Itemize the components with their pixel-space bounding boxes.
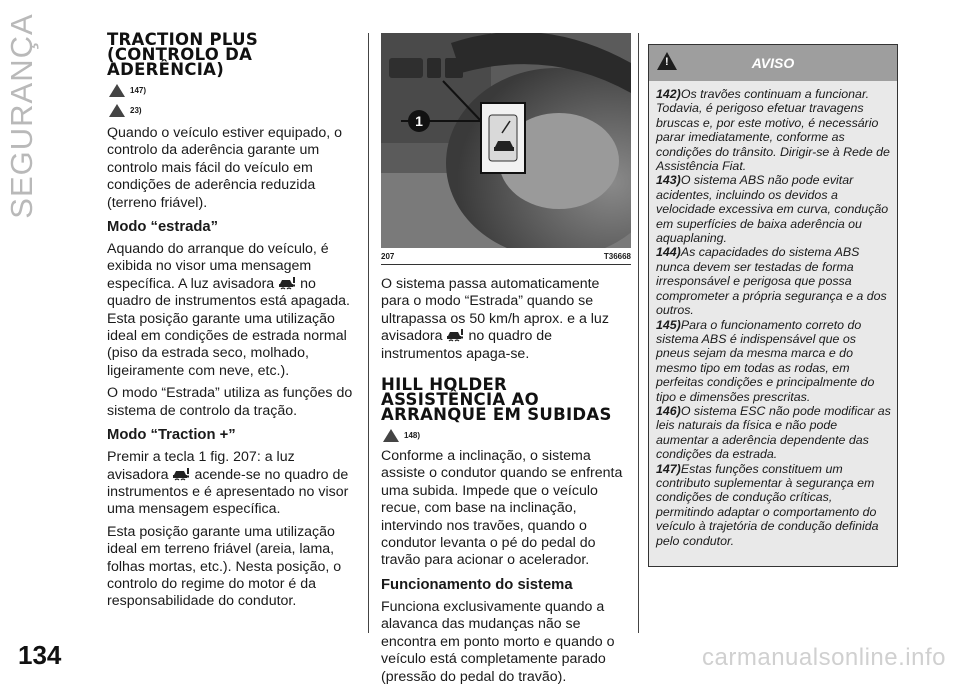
warning-item: 146)O sistema ESC não pode modificar as leis naturais da física e não pode aumentar a aderência dependente das condições da estrada. [656, 403, 891, 462]
traction-warning-light-icon [278, 276, 296, 290]
estrada-paragraph-2: O modo “Estrada” utiliza as funções do sistema de controlo da tração. [107, 385, 353, 419]
section-title-hill-holder: HILL HOLDER ASSISTÊNCIA AO ARRANQUE EM SUBIDAS [381, 375, 612, 425]
warning-box-title: AVISO [751, 55, 795, 71]
figure-code: T36668 [603, 252, 631, 261]
warning-triangle-icon: ! [657, 52, 677, 70]
column-divider-1 [368, 33, 369, 633]
warning-item: 144)As capacidades do sistema ABS nunca devem ser testadas de forma irresponsável e perigosa que possa comprometer a própria segurança e a dos outros. [656, 245, 887, 318]
warning-item: 143)O sistema ABS não pode evitar acidentes, incluindo os devidos a velocidade excessiva em curva, condução em superfícies de baixa aderência ou aquaplaning. [656, 173, 889, 246]
column-hill-holder [381, 33, 631, 686]
warning-triangle-icon [109, 84, 125, 97]
column-divider-2 [638, 33, 639, 633]
estrada-paragraph-1: Aquando do arranque do veículo, é exibida no visor uma mensagem específica. A luz avisadora no quadro de instrumentos está apagada. Esta posição garante uma utilização ideal em condições de estrada normal (piso da estrada seco, molhado, ligeiramente com neve, etc.). [107, 241, 350, 379]
heading-funcionamento: Funcionamento do sistema [381, 576, 573, 593]
page-number: 134 [18, 640, 62, 670]
warning-box-body [649, 81, 897, 548]
intro-paragraph: Quando o veículo estiver equipado, o controlo da aderência garante um controlo mais fácil do veículo em condições de aderência reduzida (terreno friável). [107, 125, 343, 211]
heading-modo-estrada: Modo “estrada” [107, 219, 218, 236]
warning-box-header [649, 45, 897, 81]
figure-number: 207 [381, 252, 395, 261]
dashboard-photo [381, 33, 631, 248]
section-title-traction-plus: TRACTION PLUS (CONTROLO DA ADERÊNCIA) [107, 30, 259, 79]
warning-triangle-icon [383, 429, 399, 442]
warning-item: 147)Estas funções constituem um contributo suplementar à segurança em condições de condução críticas, permitindo adaptar o comportamento do veículo à trajetória de condução definida pelo condutor. [656, 461, 879, 548]
traction-paragraph-1: Premir a tecla 1 fig. 207: a luz avisadora acende-se no quadro de instrumentos e é apresentado no visor uma mensagem específica. [107, 449, 349, 518]
warning-item: 142)Os travões continuam a funcionar. Todavia, é perigoso efetuar travagens bruscas e, por este motivo, é necessário parar imediatamente, conforme as condições do trânsito. Dirigir-se à Rede de Assistência Fiat. [656, 87, 890, 174]
dashboard-illustration [381, 33, 631, 248]
funcionamento-paragraph: Funciona exclusivamente quando a alavanca das mudanças não se encontra em ponto morto e quando o veículo está completamente parado (pressão do pedal do travão). [381, 598, 615, 685]
warning-ref-147: 147) [109, 83, 359, 97]
heading-modo-traction: Modo “Traction +” [107, 427, 236, 444]
auto-mode-paragraph: O sistema passa automaticamente para o modo “Estrada” quando se ultrapassa os 50 km/h aprox. e a luz avisadora no quadro de instrumentos apaga-se. [381, 276, 609, 362]
traction-warning-light-icon [172, 467, 190, 481]
hill-holder-paragraph: Conforme a inclinação, o sistema assiste o condutor quando se enfrenta uma subida. Impede que o veículo recue, com base na inclinação, intervindo nos travões, quando o condutor levanta o pé do pedal do travão para acionar o acelerador. [381, 448, 623, 569]
caution-icon [109, 104, 125, 117]
warning-ref-148: 148) [383, 428, 631, 442]
caution-ref-23: 23) [109, 103, 359, 117]
warning-box [648, 44, 898, 567]
traction-paragraph-2: Esta posição garante uma utilização ideal em terreno friável (areia, lama, folhas mortas, etc.). Nesta posição, o controlo do regime do motor é da responsabilidade do condutor. [107, 523, 342, 610]
figure-caption [381, 248, 631, 265]
column-traction-plus [107, 32, 359, 611]
section-side-label: SEGURANÇA [4, 13, 39, 219]
traction-warning-light-icon [446, 328, 464, 342]
figure-callout-1: 1 [415, 113, 423, 129]
warning-item: 145)Para o funcionamento correto do sistema ABS é indispensável que os pneus sejam da mesma marca e do mesmo tipo em todas as rodas, em perfeitas condições e principalmente do tipo e dimensões prescritas. [656, 317, 875, 404]
watermark: carmanualsonline.info [702, 644, 946, 671]
